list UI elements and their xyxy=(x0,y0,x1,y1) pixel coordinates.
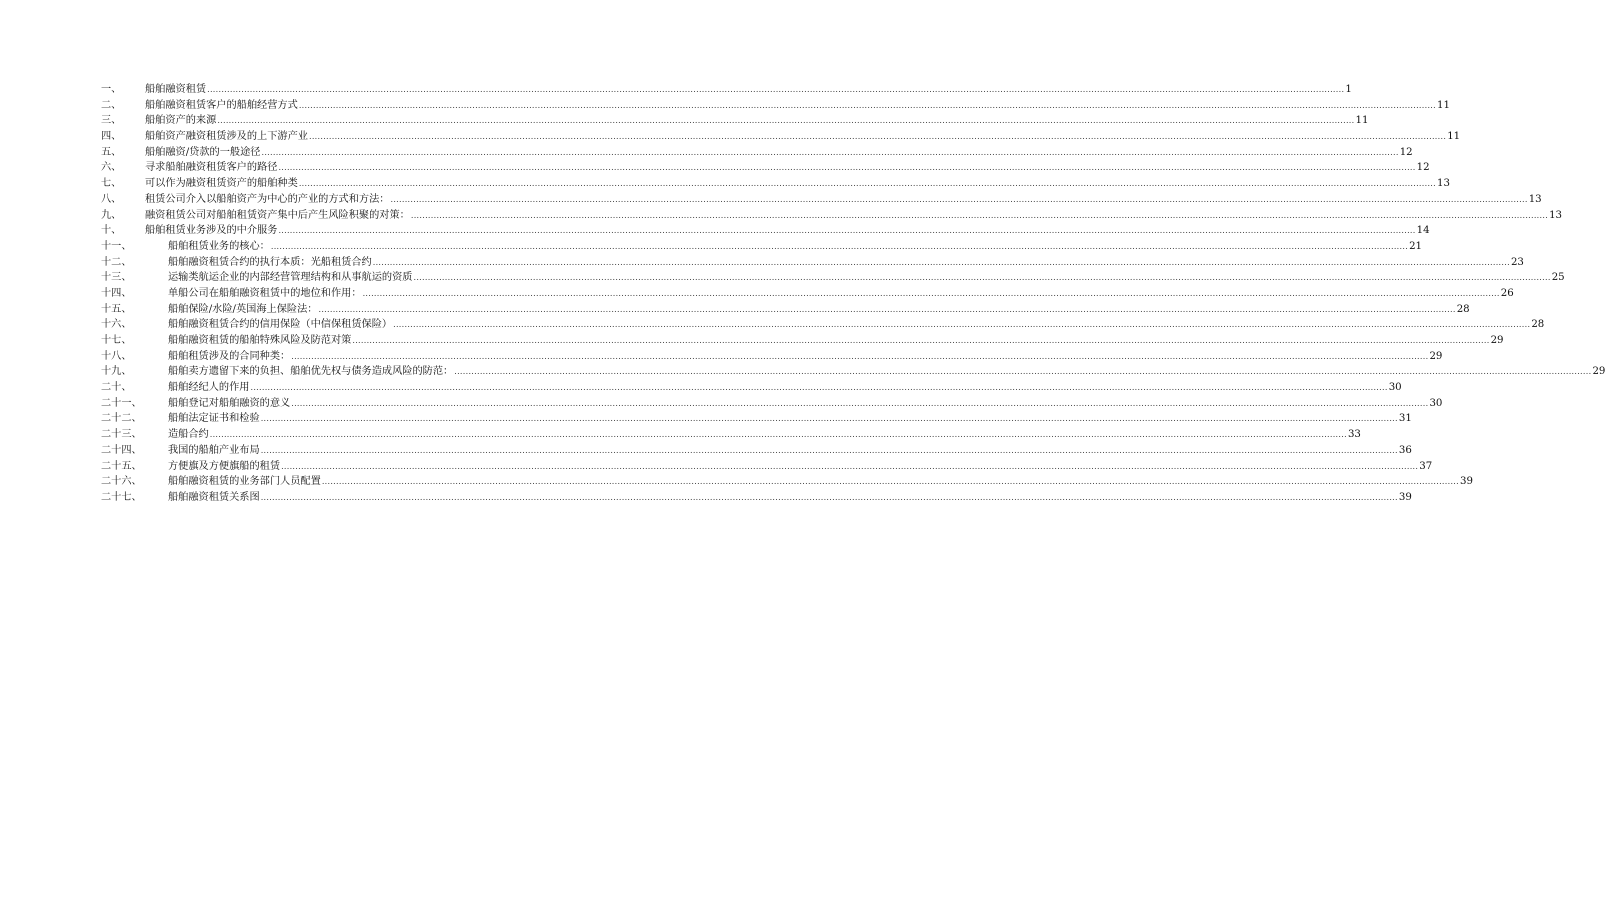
toc-entry[interactable] xyxy=(101,160,1430,176)
toc-entry-page-number: 28 xyxy=(1531,319,1545,331)
toc-entry-number: 七、 xyxy=(101,178,122,190)
toc-entry-title: 船舶融资租赁的业务部门人员配置 xyxy=(168,476,321,488)
toc-entry-page-number: 31 xyxy=(1398,413,1412,425)
toc-entry-page-number: 29 xyxy=(1429,350,1443,362)
toc-entry-page-number: 26 xyxy=(1500,287,1514,299)
toc-dot-leader: ................................................................................................................................................................................................................................................................................................................................................................................................................ xyxy=(413,273,1551,283)
toc-entry-title: 租赁公司介入以船舶资产为中心的产业的方式和方法： xyxy=(145,193,390,205)
toc-entry-page-number: 29 xyxy=(1490,335,1504,346)
toc-entry-page-number: 28 xyxy=(1456,303,1470,315)
toc-entry-title: 单船公司在船舶融资租赁中的地位和作用： xyxy=(168,287,362,299)
toc-entry-page-number: 11 xyxy=(1355,115,1369,127)
toc-dot-leader: ................................................................................................................................................................................................................................................................................................................................................................................................................ xyxy=(278,226,1416,236)
toc-entry-title: 船舶融资租赁 xyxy=(145,84,207,95)
toc-entry-title: 船舶保险/水险/英国海上保险法： xyxy=(168,303,318,315)
toc-entry-title: 造船合约 xyxy=(168,429,209,441)
toc-entry-title: 可以作为融资租赁资产的船舶种类 xyxy=(145,178,298,190)
toc-entry-title: 船舶融资租赁合约的信用保险（中信保租赁保险） xyxy=(168,319,393,331)
toc-entry[interactable] xyxy=(101,192,1542,208)
toc-entry-title: 船舶法定证书和检验 xyxy=(168,413,260,425)
toc-dot-leader: ................................................................................................................................................................................................................................................................................................................................................................................................................ xyxy=(250,383,1388,393)
toc-dot-leader: ................................................................................................................................................................................................................................................................................................................................................................................................................ xyxy=(393,320,1531,330)
toc-entry[interactable] xyxy=(101,239,1423,255)
toc-entry[interactable] xyxy=(101,82,1352,98)
toc-entry-number: 二十五、 xyxy=(101,460,142,472)
toc-dot-leader: ................................................................................................................................................................................................................................................................................................................................................................................................................ xyxy=(270,241,1409,251)
toc-dot-leader: ................................................................................................................................................................................................................................................................................................................................................................................................................ xyxy=(390,194,1528,204)
toc-entry-number: 八、 xyxy=(101,193,122,205)
toc-entry-number: 一、 xyxy=(101,84,122,95)
toc-entry[interactable] xyxy=(101,302,1470,318)
toc-entry-number: 二十七、 xyxy=(101,491,142,503)
toc-entry-number: 九、 xyxy=(101,209,122,221)
toc-dot-leader: ................................................................................................................................................................................................................................................................................................................................................................................................................ xyxy=(318,304,1456,314)
toc-dot-leader: ................................................................................................................................................................................................................................................................................................................................................................................................................ xyxy=(291,351,1429,361)
toc-entry-page-number: 13 xyxy=(1549,209,1563,221)
toc-dot-leader: ................................................................................................................................................................................................................................................................................................................................................................................................................ xyxy=(260,414,1398,424)
toc-entry[interactable] xyxy=(101,129,1461,145)
toc-entry-title: 寻求船舶融资租赁客户的路径 xyxy=(145,162,278,174)
toc-entry[interactable] xyxy=(101,255,1524,271)
toc-entry-page-number: 11 xyxy=(1447,131,1461,143)
toc-entry[interactable] xyxy=(101,411,1412,427)
toc-entry-title: 我国的船舶产业布局 xyxy=(168,444,260,456)
toc-entry-number: 十五、 xyxy=(101,303,132,315)
toc-entry-number: 二十六、 xyxy=(101,476,142,488)
toc-entry[interactable] xyxy=(101,208,1563,224)
toc-entry-title: 船舶融资租赁客户的船舶经营方式 xyxy=(145,99,298,111)
toc-entry-page-number: 33 xyxy=(1347,429,1361,441)
toc-entry-title: 船舶租赁涉及的合同种类： xyxy=(168,350,291,362)
toc-entry[interactable] xyxy=(101,223,1430,239)
toc-dot-leader: ................................................................................................................................................................................................................................................................................................................................................................................................................ xyxy=(362,288,1500,298)
toc-entry[interactable] xyxy=(101,333,1504,349)
toc-dot-leader: ................................................................................................................................................................................................................................................................................................................................................................................................................ xyxy=(260,445,1398,455)
toc-dot-leader: ................................................................................................................................................................................................................................................................................................................................................................................................................ xyxy=(298,179,1436,189)
toc-entry[interactable] xyxy=(101,176,1450,192)
toc-dot-leader: ................................................................................................................................................................................................................................................................................................................................................................................................................ xyxy=(454,367,1592,377)
toc-entry-page-number: 29 xyxy=(1592,366,1605,378)
toc-entry-title: 方便旗及方便旗船的租赁 xyxy=(168,460,281,472)
toc-entry-title: 船舶登记对船舶融资的意义 xyxy=(168,397,291,409)
toc-dot-leader: ................................................................................................................................................................................................................................................................................................................................................................................................................ xyxy=(298,100,1436,110)
toc-dot-leader: ................................................................................................................................................................................................................................................................................................................................................................................................................ xyxy=(410,210,1549,220)
toc-entry[interactable] xyxy=(101,317,1545,333)
toc-entry-number: 二十一、 xyxy=(101,397,142,409)
toc-entry-page-number: 21 xyxy=(1409,240,1423,252)
toc-entry-page-number: 13 xyxy=(1437,178,1450,190)
toc-entry[interactable] xyxy=(101,113,1369,129)
toc-dot-leader: ................................................................................................................................................................................................................................................................................................................................................................................................................ xyxy=(217,116,1355,126)
toc-entry-title: 船舶融资/贷款的一般途径 xyxy=(145,146,261,158)
toc-entry[interactable] xyxy=(101,349,1443,365)
toc-entry-number: 十二、 xyxy=(101,256,132,268)
toc-dot-leader: ................................................................................................................................................................................................................................................................................................................................................................................................................ xyxy=(278,163,1416,173)
toc-dot-leader: ................................................................................................................................................................................................................................................................................................................................................................................................................ xyxy=(352,336,1490,345)
toc-entry-number: 二十二、 xyxy=(101,413,142,425)
toc-entry-title: 融资租赁公司对船舶租赁资产集中后产生风险积聚的对策： xyxy=(145,209,410,221)
toc-entry-number: 十、 xyxy=(101,225,122,237)
toc-entry-page-number: 30 xyxy=(1388,382,1402,394)
toc-entry-number: 五、 xyxy=(101,146,122,158)
toc-entry[interactable] xyxy=(101,396,1443,412)
toc-entry-title: 运输类航运企业的内部经营管理结构和从事航运的资质 xyxy=(168,272,413,284)
toc-entry-page-number: 1 xyxy=(1345,84,1352,95)
toc-dot-leader: ................................................................................................................................................................................................................................................................................................................................................................................................................ xyxy=(291,398,1429,408)
toc-dot-leader: ................................................................................................................................................................................................................................................................................................................................................................................................................ xyxy=(261,147,1399,157)
toc-entry[interactable] xyxy=(101,474,1473,490)
toc-entry[interactable] xyxy=(101,145,1413,161)
toc-entry-number: 二十四、 xyxy=(101,444,142,456)
toc-entry-number: 十四、 xyxy=(101,287,132,299)
toc-entry[interactable] xyxy=(101,427,1361,443)
toc-entry-title: 船舶租赁业务的核心： xyxy=(168,240,270,252)
toc-entry[interactable] xyxy=(101,380,1402,396)
toc-entry[interactable] xyxy=(101,364,1605,380)
toc-dot-leader: ................................................................................................................................................................................................................................................................................................................................................................................................................ xyxy=(372,257,1510,267)
toc-dot-leader: ................................................................................................................................................................................................................................................................................................................................................................................................................ xyxy=(209,430,1347,440)
toc-entry-number: 十七、 xyxy=(101,335,132,346)
toc-entry-page-number: 39 xyxy=(1398,491,1412,503)
toc-entry-page-number: 23 xyxy=(1510,256,1524,268)
toc-dot-leader: ................................................................................................................................................................................................................................................................................................................................................................................................................ xyxy=(309,132,1447,142)
toc-entry-page-number: 14 xyxy=(1416,225,1430,237)
toc-entry[interactable] xyxy=(101,270,1565,286)
toc-entry-title: 船舶卖方遗留下来的负担、船舶优先权与债务造成风险的防范： xyxy=(168,366,454,378)
toc-dot-leader: ................................................................................................................................................................................................................................................................................................................................................................................................................ xyxy=(260,492,1398,502)
toc-entry-page-number: 12 xyxy=(1399,146,1413,158)
toc-entry-title: 船舶融资租赁的船舶特殊风险及防范对策 xyxy=(168,335,352,346)
toc-entry-number: 四、 xyxy=(101,131,122,143)
toc-entry-title: 船舶融资租赁合约的执行本质：光船租赁合约 xyxy=(168,256,372,268)
toc-entry-number: 六、 xyxy=(101,162,122,174)
toc-entry[interactable] xyxy=(101,98,1450,114)
toc-dot-leader: ................................................................................................................................................................................................................................................................................................................................................................................................................ xyxy=(281,461,1419,471)
toc-entry-number: 二十三、 xyxy=(101,429,142,441)
toc-entry-number: 十八、 xyxy=(101,350,132,362)
toc-entry-page-number: 30 xyxy=(1429,397,1443,409)
table-of-contents xyxy=(101,82,1605,506)
toc-entry-title: 船舶经纪人的作用 xyxy=(168,382,250,394)
toc-dot-leader: ................................................................................................................................................................................................................................................................................................................................................................................................................ xyxy=(321,477,1459,487)
toc-entry-title: 船舶租赁业务涉及的中介服务 xyxy=(145,225,278,237)
toc-entry-title: 船舶资产的来源 xyxy=(145,115,217,127)
toc-entry-number: 十一、 xyxy=(101,240,132,252)
toc-entry-number: 二、 xyxy=(101,99,122,111)
toc-entry-page-number: 11 xyxy=(1437,99,1450,111)
toc-entry-number: 十三、 xyxy=(101,272,132,284)
toc-entry-page-number: 25 xyxy=(1551,272,1565,284)
toc-dot-leader: ................................................................................................................................................................................................................................................................................................................................................................................................................ xyxy=(207,85,1345,94)
toc-entry[interactable] xyxy=(101,443,1412,459)
toc-entry-number: 二十、 xyxy=(101,382,132,394)
toc-entry-number: 十九、 xyxy=(101,366,132,378)
toc-entry-number: 三、 xyxy=(101,115,122,127)
toc-entry-page-number: 39 xyxy=(1460,476,1473,488)
toc-entry-number: 十六、 xyxy=(101,319,132,331)
toc-entry[interactable] xyxy=(101,459,1433,475)
toc-entry-title: 船舶资产融资租赁涉及的上下游产业 xyxy=(145,131,308,143)
toc-entry-page-number: 36 xyxy=(1398,444,1412,456)
toc-entry[interactable] xyxy=(101,490,1412,506)
toc-entry-title: 船舶融资租赁关系图 xyxy=(168,491,260,503)
toc-entry-page-number: 37 xyxy=(1419,460,1433,472)
toc-entry[interactable] xyxy=(101,286,1514,302)
toc-entry-page-number: 13 xyxy=(1528,193,1542,205)
toc-entry-page-number: 12 xyxy=(1416,162,1430,174)
